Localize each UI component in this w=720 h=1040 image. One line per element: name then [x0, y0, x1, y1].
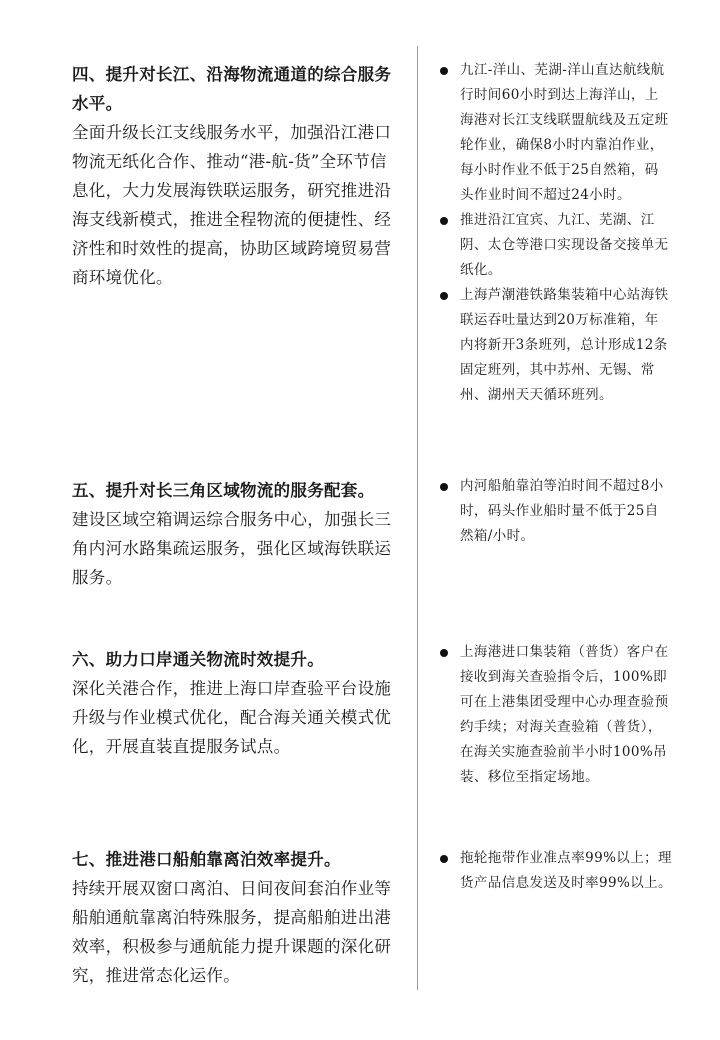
section-heading: 七、推进港口船舶靠离泊效率提升。 [72, 850, 341, 869]
section-5-bullets [440, 474, 672, 549]
bullet-dot-icon [440, 855, 448, 863]
bullet-dot-icon [440, 649, 448, 657]
section-heading: 五、提升对长三角区域物流的服务配套。 [72, 481, 375, 500]
section-body: 建设区域空箱调运综合服务中心，加强长三角内河水路集疏运服务，强化区域海铁联运服务。 [72, 510, 392, 587]
section-7-left [72, 845, 402, 990]
bullet-item [440, 283, 672, 408]
bullet-text: 上海港进口集装箱（普货）客户在接收到海关查验指令后，100%即可在上港集团受理中心办理查验预约手续；对海关查验箱（普货），在海关实施查验前半小时100%吊装、移位至指定场地。 [460, 644, 669, 785]
section-4-left [72, 60, 402, 292]
bullet-text: 上海芦潮港铁路集装箱中心站海铁联运吞吐量达到20万标准箱，年内将新开3条班列，总计形成12条固定班列，其中苏州、无锡、常州、湖州天天循环班列。 [460, 287, 669, 403]
section-heading: 四、提升对长江、沿海物流通道的综合服务水平。 [72, 65, 392, 113]
bullet-dot-icon [440, 67, 448, 75]
section-heading: 六、助力口岸通关物流时效提升。 [72, 650, 324, 669]
bullet-text: 推进沿江宜宾、九江、芜湖、江阴、太仓等港口实现设备交接单无纸化。 [460, 212, 669, 278]
bullet-item [440, 474, 672, 549]
section-6-bullets [440, 640, 672, 790]
section-body: 持续开展双窗口离泊、日间夜间套泊作业等船舶通航靠离泊特殊服务，提高船舶进出港效率，积极参与通航能力提升课题的深化研究，推进常态化运作。 [72, 879, 392, 985]
bullet-item [440, 640, 672, 790]
bullet-item [440, 58, 672, 208]
section-7-bullets [440, 846, 672, 896]
section-body: 全面升级长江支线服务水平，加强沿江港口物流无纸化合作、推动“港-航-货”全环节信息化，大力发展海铁联运服务，研究推进沿海支线新模式，推进全程物流的便捷性、经济性和时效性的提高，协助区域跨境贸易营商环境优化。 [72, 123, 392, 287]
bullet-dot-icon [440, 483, 448, 491]
bullet-dot-icon [440, 217, 448, 225]
section-body: 深化关港合作，推进上海口岸查验平台设施升级与作业模式优化，配合海关通关模式优化，开展直装直提服务试点。 [72, 679, 392, 756]
bullet-item [440, 208, 672, 283]
section-5-left [72, 476, 402, 592]
section-4-bullets [440, 58, 672, 408]
section-6-left [72, 645, 402, 761]
bullet-text: 内河船舶靠泊等泊时间不超过8小时，码头作业船时量不低于25自然箱/小时。 [460, 478, 664, 544]
bullet-text: 拖轮拖带作业准点率99%以上；理货产品信息发送及时率99%以上。 [460, 850, 672, 891]
bullet-dot-icon [440, 292, 448, 300]
bullet-text: 九江-洋山、芜湖-洋山直达航线航行时间60小时到达上海洋山，上海港对长江支线联盟航线及五定班轮作业，确保8小时内靠泊作业，每小时作业不低于25自然箱，码头作业时间不超过24小时。 [460, 62, 669, 203]
bullet-item [440, 846, 672, 896]
column-divider [417, 46, 418, 990]
